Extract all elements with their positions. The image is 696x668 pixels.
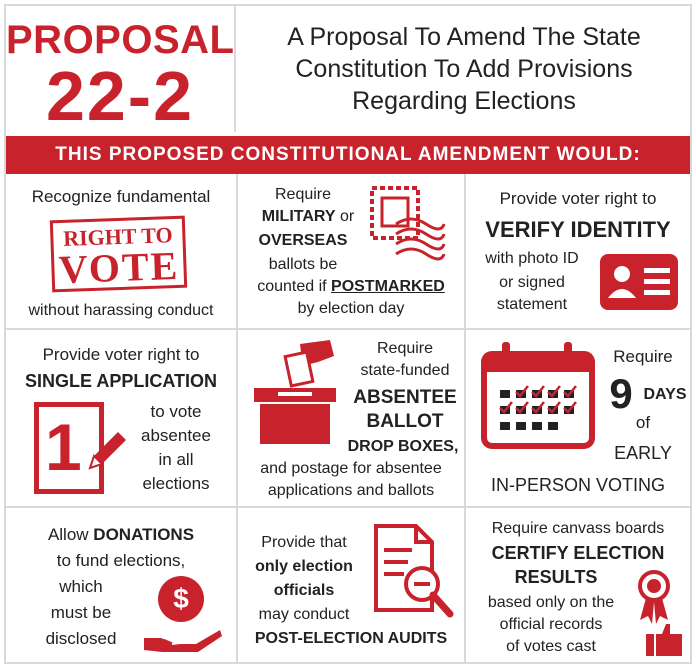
provision-text: or: [335, 208, 355, 225]
id-card-icon: [598, 252, 680, 312]
emphasis: DAYS: [643, 386, 687, 403]
award-ribbon-thumbs-up-icon: [632, 568, 686, 660]
provision-donations: [6, 508, 236, 662]
provision-text: must be: [50, 603, 112, 622]
provision-early-voting: [466, 330, 690, 506]
emphasis: POSTMARKED: [331, 278, 445, 295]
provision-text: counted if: [257, 278, 332, 295]
provision-text: without harassing conduct: [28, 302, 214, 319]
application-number: 1: [45, 410, 82, 484]
days-count: 9: [609, 370, 633, 417]
right-to-vote-stamp: [50, 216, 187, 293]
provision-text: official records: [499, 616, 603, 633]
provision-certify-results: [466, 508, 690, 662]
emphasis: CERTIFY ELECTION: [491, 543, 665, 563]
dollar-coin-icon: $: [158, 576, 204, 622]
giving-hand-icon: [142, 616, 224, 656]
page-title: A Proposal To Amend The State Constitution To Add Provisions Regarding Elections: [287, 23, 641, 115]
emphasis: only election: [255, 558, 353, 575]
ballot-box-icon: [248, 338, 348, 448]
emphasis: BALLOT: [366, 411, 444, 432]
provision-verify-identity: [466, 176, 690, 328]
provision-text: of: [635, 413, 651, 432]
emphasis: MILITARY: [261, 208, 336, 225]
stamp-line: VOTE: [57, 242, 181, 293]
provision-text: based only on the: [487, 594, 615, 611]
provision-text: IN-PERSON VOTING: [490, 475, 665, 495]
provision-text: in all: [158, 450, 194, 469]
provision-text: Allow: [47, 525, 94, 544]
provision-text: EARLY: [614, 443, 672, 463]
provision-text: Provide voter right to: [42, 345, 200, 364]
stamp-line: RIGHT TO: [62, 222, 174, 251]
proposal-badge: [6, 6, 236, 135]
postage-stamp-icon: [366, 184, 446, 264]
provision-text: disclosed: [45, 629, 117, 648]
provision-text: [238, 276, 464, 298]
provision-text: Provide voter right to: [499, 189, 657, 208]
provision-text: Require: [613, 347, 673, 366]
provision-text: ballots be: [268, 256, 338, 273]
calendar-icon: [480, 340, 598, 450]
proposal-word: PROPOSAL: [6, 18, 235, 62]
provision-text: by election day: [297, 300, 405, 317]
provision-text: Require: [274, 186, 332, 203]
amendment-banner: THIS PROPOSED CONSTITUTIONAL AMENDMENT WOULD:: [6, 136, 690, 174]
provision-text: and postage for absentee: [260, 460, 442, 477]
provision-single-application: [6, 330, 236, 506]
emphasis: DROP BOXES,: [347, 438, 459, 455]
emphasis: ABSENTEE: [353, 387, 457, 408]
provision-text: or signed: [499, 274, 565, 291]
provision-text: to vote: [150, 402, 202, 421]
emphasis: RESULTS: [514, 567, 598, 587]
emphasis: POST-ELECTION AUDITS: [254, 630, 448, 647]
provision-text: of votes cast: [506, 638, 596, 655]
provision-text: elections: [142, 474, 210, 493]
provision-audits: [238, 508, 464, 662]
emphasis: DONATIONS: [93, 525, 195, 544]
emphasis: officials: [273, 582, 335, 599]
provision-text: with photo ID: [485, 250, 579, 267]
emphasis: OVERSEAS: [258, 232, 348, 249]
provision-text: may conduct: [258, 606, 350, 623]
provision-text: absentee: [141, 426, 211, 445]
provision-text: Require: [376, 340, 434, 357]
emphasis: VERIFY IDENTITY: [485, 217, 671, 242]
provision-text: which: [59, 577, 103, 596]
provision-text: Require canvass boards: [491, 520, 665, 537]
provision-text: applications and ballots: [267, 482, 435, 499]
provision-text: Recognize fundamental: [31, 187, 211, 206]
provision-text: Provide that: [261, 534, 347, 551]
pencil-icon: [82, 426, 132, 476]
provision-right-to-vote: [6, 176, 236, 328]
emphasis: SINGLE APPLICATION: [24, 371, 217, 391]
audit-document-magnifier-icon: [370, 522, 456, 620]
provision-military-overseas: [238, 176, 464, 328]
provision-drop-boxes: [238, 330, 464, 506]
provision-text: [238, 206, 378, 228]
provision-text: to fund elections,: [56, 551, 186, 570]
provision-text: [6, 524, 236, 546]
provision-text: statement: [496, 296, 568, 313]
proposal-number: 22-2: [45, 57, 195, 135]
provision-text: state-funded: [360, 362, 450, 379]
